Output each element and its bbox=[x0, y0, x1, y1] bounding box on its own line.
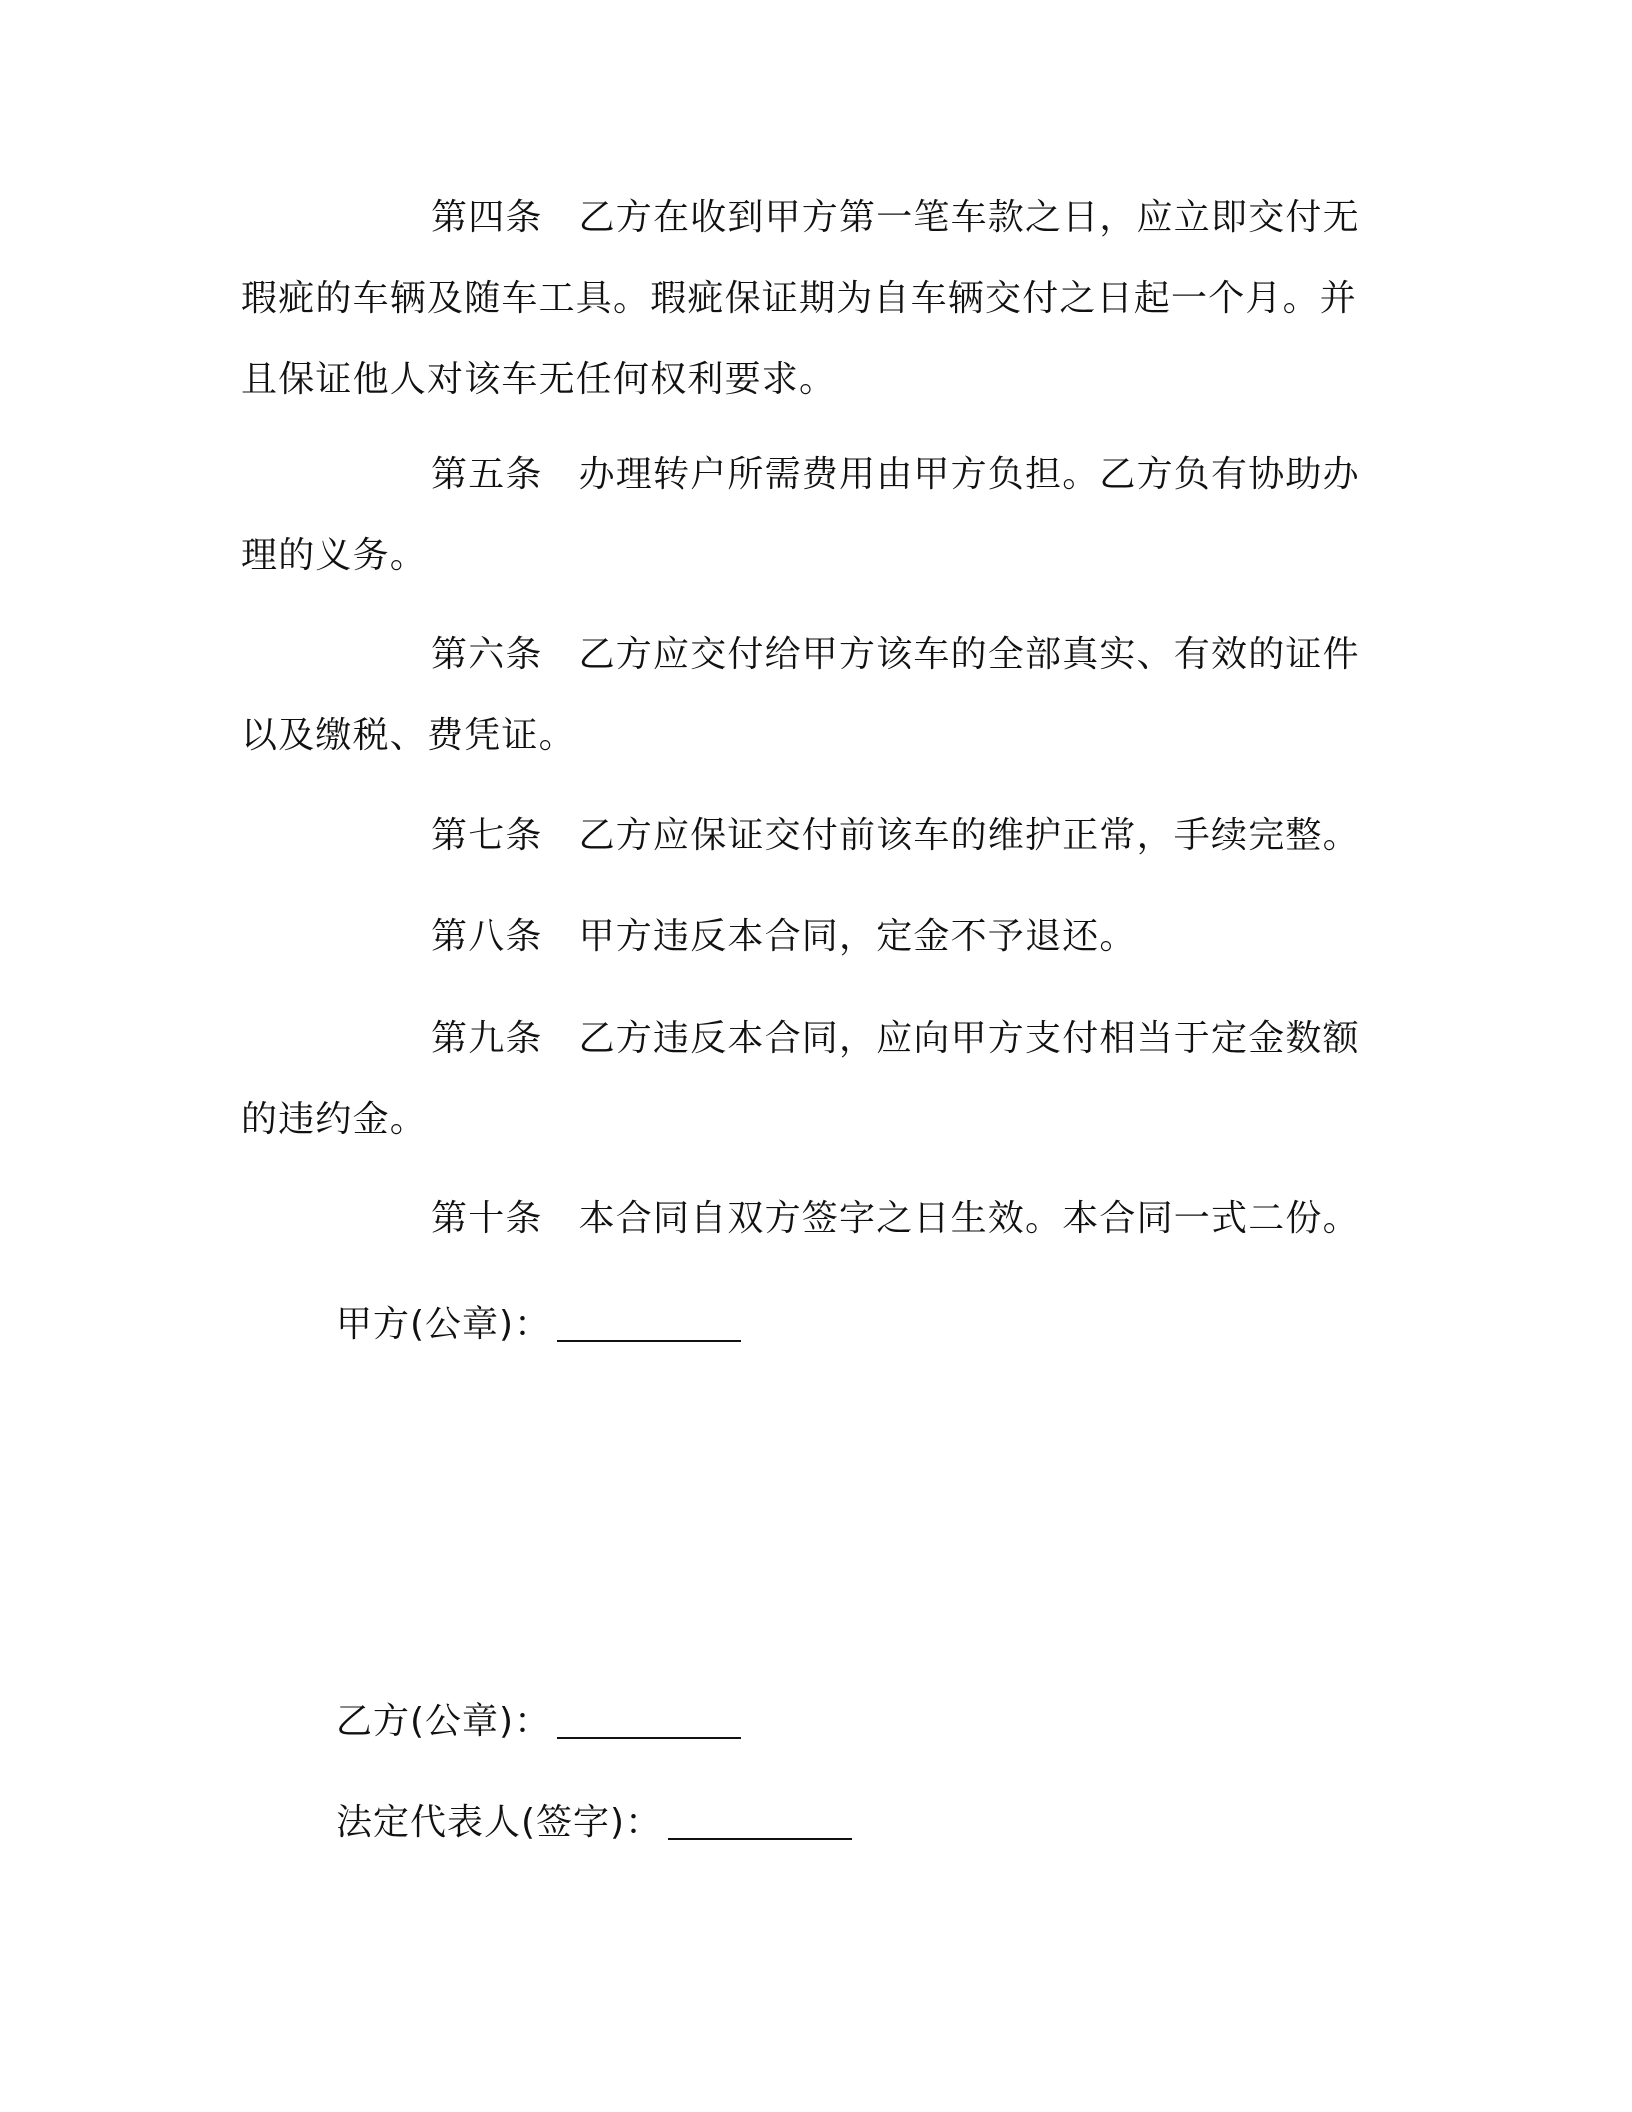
party-a-blank-line bbox=[557, 1300, 741, 1342]
article-text: 办理转户所需费用由甲方负担。乙方负有协助办理的义务。 bbox=[241, 454, 1360, 576]
party-b-label: 乙方(公章)： bbox=[336, 1701, 552, 1742]
article-text: 本合同自双方签字之日生效。本合同一式二份。 bbox=[578, 1198, 1360, 1239]
article-6 bbox=[241, 614, 1382, 776]
legal-rep-signature bbox=[336, 1793, 852, 1853]
article-text: 甲方违反本合同，定金不予退还。 bbox=[578, 916, 1137, 957]
article-7 bbox=[241, 795, 1382, 876]
article-number: 第八条 bbox=[431, 916, 543, 957]
article-number: 第九条 bbox=[431, 1018, 543, 1059]
article-number: 第七条 bbox=[431, 815, 543, 856]
article-5 bbox=[241, 434, 1382, 596]
party-a-signature bbox=[336, 1295, 741, 1355]
party-a-label: 甲方(公章)： bbox=[336, 1304, 552, 1345]
article-text: 乙方应保证交付前该车的维护正常，手续完整。 bbox=[578, 815, 1360, 856]
article-number: 第六条 bbox=[431, 634, 543, 675]
article-text: 乙方在收到甲方第一笔车款之日，应立即交付无瑕疵的车辆及随车工具。瑕疵保证期为自车辆交付之日起一个月。并且保证他人对该车无任何权利要求。 bbox=[241, 197, 1360, 400]
article-8 bbox=[241, 896, 1382, 977]
legal-rep-blank-line bbox=[668, 1798, 852, 1840]
article-text: 乙方应交付给甲方该车的全部真实、有效的证件以及缴税、费凭证。 bbox=[241, 634, 1360, 756]
article-number: 第十条 bbox=[431, 1198, 543, 1239]
article-10 bbox=[241, 1178, 1382, 1259]
article-number: 第五条 bbox=[431, 454, 543, 495]
article-4 bbox=[241, 177, 1382, 420]
legal-rep-label: 法定代表人(签字)： bbox=[336, 1802, 663, 1843]
article-number: 第四条 bbox=[431, 197, 543, 238]
article-9 bbox=[241, 998, 1382, 1160]
party-b-blank-line bbox=[557, 1697, 741, 1739]
party-b-signature bbox=[336, 1692, 741, 1752]
article-text: 乙方违反本合同，应向甲方支付相当于定金数额的违约金。 bbox=[241, 1018, 1360, 1140]
